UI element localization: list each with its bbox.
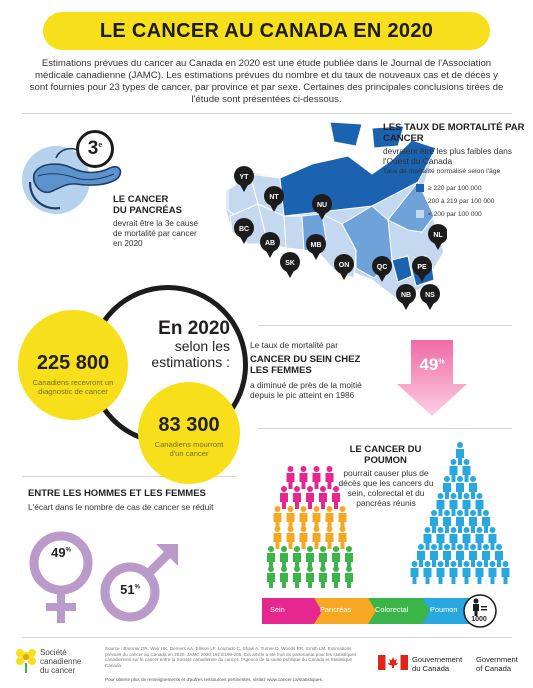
person-figure-icon — [332, 566, 340, 588]
divider — [22, 637, 512, 638]
map-label-yt: YT — [239, 174, 249, 181]
person-figure-icon — [319, 546, 327, 569]
legend-item — [416, 210, 482, 218]
pancreas-title-line: DU PANCRÉAS — [113, 205, 182, 216]
male-symbol-icon — [105, 544, 178, 617]
person-figure-icon — [287, 526, 295, 549]
map-label-nu: NU — [316, 202, 328, 209]
person-figure-icon — [280, 566, 288, 588]
sex-subtitle: L'écart dans le nombre de cas de cancer se réduit — [28, 502, 214, 512]
person-figure-icon — [300, 466, 308, 489]
map-title: LES TAUX DE MORTALITÉ PAR CANCER — [383, 122, 525, 144]
map-label-mb: MB — [310, 242, 322, 249]
person-figure-icon — [411, 561, 419, 584]
person-figure-icon — [476, 561, 484, 584]
person-figure-icon — [443, 510, 451, 533]
legend-swatch — [416, 184, 424, 192]
male-percent-symbol: % — [134, 584, 140, 591]
map-label-sk: SK — [285, 260, 295, 267]
person-figure-icon — [280, 546, 288, 569]
org-name-line: canadienne — [40, 657, 82, 666]
pancreas-text: devrait être la 3e cause de mortalité par cancer en 2020 — [113, 219, 199, 248]
person-figure-icon — [476, 527, 484, 550]
map-label-on: ON — [338, 262, 350, 269]
org-name — [40, 648, 100, 675]
person-figure-icon — [293, 566, 301, 588]
org-name-line: Société — [40, 648, 67, 657]
legend-item — [416, 184, 481, 192]
person-figure-icon — [280, 486, 288, 509]
person-figure-icon — [430, 510, 438, 533]
bar-label-sein: Sein — [270, 605, 285, 614]
person-figure-icon — [345, 566, 353, 588]
person-figure-icon — [326, 506, 334, 529]
person-figure-icon — [502, 561, 510, 584]
government-en-line: Government — [476, 655, 518, 664]
estimates-subheading-line: estimations : — [151, 354, 230, 370]
legend-label: < 200 par 100 000 — [428, 210, 482, 218]
map-label-pe: PE — [417, 264, 427, 271]
person-figure-icon — [437, 493, 445, 516]
bar-label-pancreas: Pancréas — [320, 605, 352, 614]
person-figure-icon — [476, 493, 484, 516]
estimates-subheading — [120, 338, 230, 370]
legend-swatch — [416, 210, 424, 218]
divider — [258, 428, 512, 429]
people-left-group — [267, 466, 353, 588]
people-figures — [260, 440, 522, 588]
pancreas-title-line: LE CANCER — [113, 194, 169, 205]
person-figure-icon — [437, 561, 445, 584]
person-figure-icon — [463, 493, 471, 516]
person-figure-icon — [463, 459, 471, 482]
person-figure-icon — [417, 544, 425, 567]
org-name-line: du cancer — [40, 666, 76, 675]
divider — [258, 325, 512, 326]
map-label-bc: BC — [238, 226, 250, 233]
map-label-nl: NL — [433, 232, 443, 239]
person-figure-icon — [482, 510, 490, 533]
person-figure-icon — [267, 566, 275, 588]
person-figure-icon — [319, 566, 327, 588]
sex-title: ENTRE LES HOMMES ET LES FEMMES — [28, 488, 206, 499]
estimates-subheading-line: selon les — [174, 338, 230, 354]
person-figure-icon — [430, 544, 438, 567]
rank-suffix: e — [98, 141, 103, 149]
person-figure-icon — [450, 459, 458, 482]
map-label-qc: QC — [376, 264, 388, 271]
lung-text: pourrait causer plus de décès que les cancers du sein, colorectal et du pancréas réunis — [338, 468, 434, 508]
person-figure-icon — [456, 442, 464, 465]
map-label-nt: NT — [269, 194, 279, 201]
government-en-line: of Canada — [476, 663, 512, 673]
female-percent-symbol: % — [65, 547, 71, 554]
canada-flag-icon — [378, 655, 408, 670]
person-figure-icon — [332, 486, 340, 509]
person-figure-icon — [339, 506, 347, 529]
bar-label-poumon: Poumon — [430, 605, 458, 614]
person-figure-icon — [267, 546, 275, 569]
person-figure-icon — [443, 476, 451, 499]
source-text: Source : Brenner DR, Weir HK, Demers AA, Ellison LF, Louzado C, Shaw A, Turner D, Woods RR, Smith LM. Estimations prévues du cancer au Canada en 2020. JAMC 2020;192:E199-205. Cet article a été fruit du partenariat pour les statistiques canadiennes sur le cancer entre la Société canadienne du cancer, l'Agence de la santé publique du Canada et Statistique Canada. — [105, 646, 357, 668]
legend-item — [416, 197, 494, 205]
daffodil-logo-icon — [14, 647, 38, 673]
person-figure-icon — [456, 510, 464, 533]
breast-percent-symbol: % — [438, 358, 445, 366]
person-figure-icon — [326, 526, 334, 549]
map-subtitle: devraient être les plus faibles dans l'Ouest du Canada — [383, 146, 512, 166]
person-figure-icon — [495, 544, 503, 567]
person-figure-icon — [469, 544, 477, 567]
male-percent-value: 51 — [120, 582, 135, 597]
person-figure-icon — [313, 466, 321, 489]
breast-lead: Le taux de mortalité par — [250, 340, 338, 350]
rank-number: 3 — [87, 138, 99, 159]
breast-percent-value: 49 — [419, 355, 439, 374]
person-figure-icon — [345, 546, 353, 569]
breast-title: CANCER DU SEIN CHEZ LES FEMMES — [250, 354, 361, 376]
down-arrow-icon — [397, 340, 467, 416]
person-figure-icon — [424, 561, 432, 584]
person-figure-icon — [450, 561, 458, 584]
map-legend-title: Taux de mortalité normalisé selon l'âge — [383, 168, 501, 175]
person-figure-icon — [287, 466, 295, 489]
deaths-number: 83 300 — [158, 414, 220, 436]
person-figure-icon — [489, 527, 497, 550]
diagnosed-label: Canadiens recevront un diagnostic de cancer — [32, 378, 114, 396]
person-figure-icon — [482, 544, 490, 567]
scale-label: 1000 — [471, 616, 487, 623]
person-figure-icon — [313, 506, 321, 529]
person-figure-icon — [463, 527, 471, 550]
female-percent-value: 49 — [51, 545, 66, 560]
government-fr-line: du Canada — [412, 663, 450, 673]
person-figure-icon — [274, 506, 282, 529]
person-figure-icon — [469, 476, 477, 499]
female-percent — [41, 545, 81, 560]
person-figure-icon — [326, 466, 334, 489]
intro-text: Estimations prévues du cancer au Canada en 2020 est une étude publiée dans le Journal de l'Association médicale canadienne (JAMC). Les estimations prévues du nombre et du taux de nouveaux cas et de décès y sont fournies pour 23 types de cancer, par province et par sexe. Certaines des principales conclusions tirées de l'étude sont présentées ci-dessous. — [29, 58, 504, 105]
person-figure-icon — [274, 526, 282, 549]
diagnosed-number: 225 800 — [36, 352, 110, 374]
person-figure-icon — [443, 544, 451, 567]
person-figure-icon — [424, 527, 432, 550]
lung-title: LE CANCER DU POUMON — [349, 444, 422, 466]
region-sk — [284, 216, 304, 250]
legend-label: ≥ 220 par 100 000 — [428, 184, 482, 192]
map-label-ns: NS — [425, 292, 435, 299]
person-figure-icon — [437, 527, 445, 550]
pancreas-title — [113, 194, 182, 216]
gender-symbols — [28, 525, 228, 630]
map-label-ab: AB — [264, 240, 276, 247]
person-figure-icon — [300, 526, 308, 549]
breast-text: a diminué de près de la moitié depuis le pic atteint en 1986 — [250, 380, 362, 400]
title-banner — [43, 12, 490, 50]
government-en — [476, 656, 518, 673]
page-title: LE CANCER AU CANADA EN 2020 — [99, 19, 434, 42]
person-figure-icon — [456, 476, 464, 499]
person-figure-icon — [293, 486, 301, 509]
divider — [22, 113, 512, 114]
legend-label: 200 à 219 par 100 000 — [428, 197, 495, 205]
rank-badge — [76, 130, 114, 168]
person-figure-icon — [319, 486, 327, 509]
person-figure-icon — [339, 526, 347, 549]
person-figure-icon — [463, 561, 471, 584]
person-figure-icon — [293, 546, 301, 569]
male-percent — [110, 582, 150, 597]
breast-cancer-block — [250, 340, 363, 400]
person-figure-icon — [489, 561, 497, 584]
person-figure-icon — [287, 506, 295, 529]
person-figure-icon — [306, 546, 314, 569]
people-right-group — [411, 442, 510, 584]
deaths-label: Canadiens mourront d'un cancer — [154, 440, 224, 458]
person-figure-icon — [313, 526, 321, 549]
person-figure-icon — [332, 546, 340, 569]
person-figure-icon — [450, 493, 458, 516]
government-fr-line: Gouvernement — [412, 655, 463, 664]
bar-label-colorectal: Colorectal — [375, 605, 409, 614]
person-figure-icon — [469, 510, 477, 533]
breast-percent — [402, 355, 462, 375]
resources-link[interactable]: Pour obtenir plus de renseignements et d'autres ressources pertinentes, visitez www.cancer.ca/statistiques. — [105, 677, 324, 682]
person-figure-icon — [456, 544, 464, 567]
person-figure-icon — [306, 566, 314, 588]
estimates-heading: En 2020 — [158, 318, 230, 339]
person-figure-icon — [306, 486, 314, 509]
government-fr — [412, 656, 462, 673]
legend-swatch — [416, 197, 424, 205]
map-label-nb: NB — [400, 292, 412, 299]
person-figure-icon — [300, 506, 308, 529]
person-figure-icon — [450, 527, 458, 550]
